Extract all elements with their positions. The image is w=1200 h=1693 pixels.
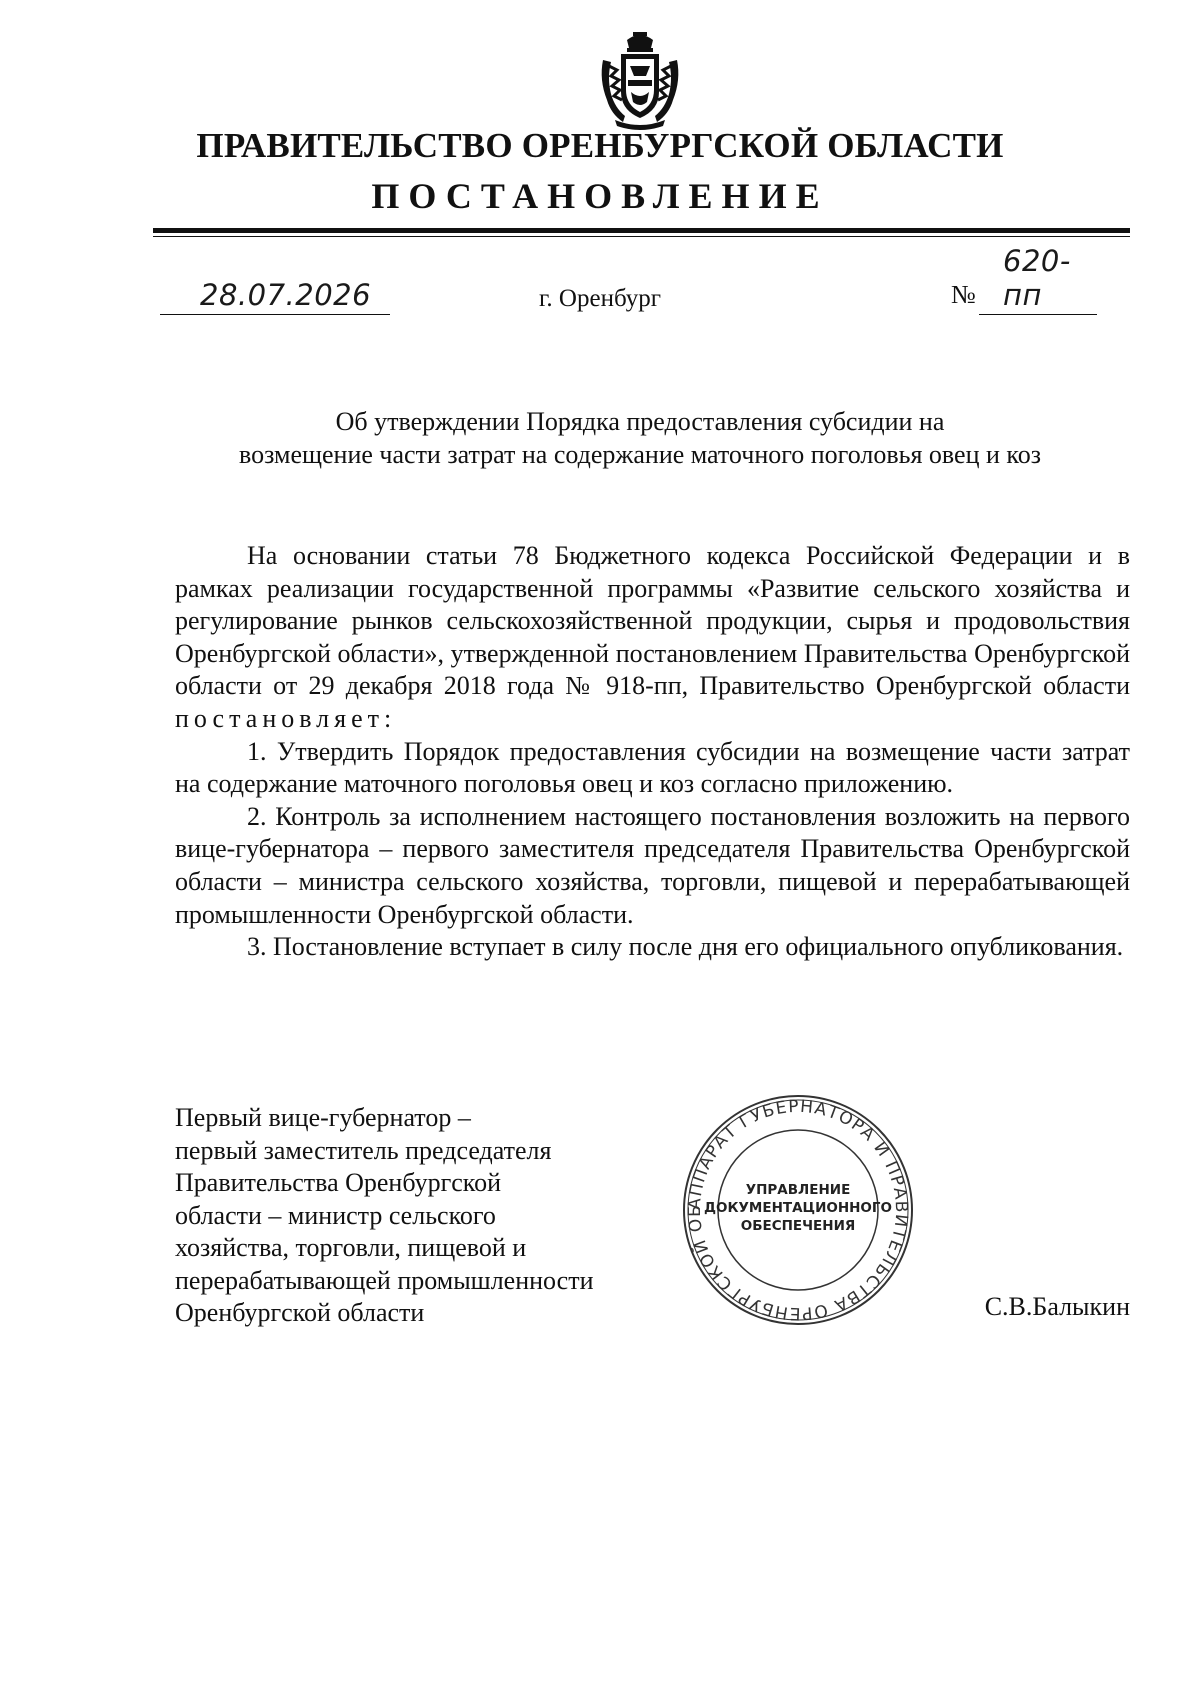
signer-title-line: хозяйства, торговли, пищевой и <box>175 1233 527 1262</box>
official-stamp <box>681 1093 915 1327</box>
stamp-line: УПРАВЛЕНИЕ <box>745 1182 851 1198</box>
stamp-ring-text: АППАРАТ ГУБЕРНАТОРА И ПРАВИТЕЛЬСТВА ОРЕНБУРГСКОЙ ОБ <box>684 1096 912 1324</box>
stamp-center-text <box>681 1181 915 1235</box>
signer-title <box>175 1102 695 1330</box>
resolves-word: постановляет: <box>175 703 397 733</box>
document-date: 28.07.2026 <box>200 278 372 312</box>
list-item: 3. Постановление вступает в силу после дня его официального опубликования. <box>247 932 1124 962</box>
document-body <box>175 540 1130 964</box>
stamp-line: ОБЕСПЕЧЕНИЯ <box>740 1218 856 1234</box>
preamble-paragraph <box>175 540 1130 736</box>
document-subject <box>150 405 1130 471</box>
signer-name: С.В.Балыкин <box>984 1292 1130 1321</box>
preamble-text: На основании статьи 78 Бюджетного кодекса Российской Федерации и в рамках реализации государственной программы «Развитие сельского хозяйства и регулирование рынков сельскохозяйственной продукции, сырья и продовольствия Оренбургской области», утвержденной постановлением Правительства Оренбургской области от 29 декабря 2018 года № 918-пп, Правительство Оренбургской области <box>175 541 1130 701</box>
number-field <box>979 244 1097 315</box>
city-label: г. Оренбург <box>539 285 661 312</box>
signer-title-line: Первый вице-губернатор – <box>175 1103 471 1132</box>
stamp-line: ДОКУМЕНТАЦИОННОГО <box>703 1200 892 1216</box>
signer-title-line: области – министр сельского <box>175 1200 496 1230</box>
signer-title-line: первый заместитель председателя <box>175 1135 552 1165</box>
coat-of-arms-icon <box>597 30 683 130</box>
list-item: 2. Контроль за исполнением настоящего постановления возложить на первого вице-губернатора – первого заместителя председателя Правительства Оренбургской области – министра сельского хозяйства, торговли, пищевой и перерабатывающей промышленности Оренбургской области. <box>175 801 1130 929</box>
subject-line: возмещение части затрат на содержание маточного поголовья овец и коз <box>238 440 1041 469</box>
signer-title-line: перерабатывающей промышленности <box>175 1265 594 1295</box>
header-divider-thin <box>153 236 1130 237</box>
document-type-title: ПОСТАНОВЛЕНИЕ <box>371 176 829 216</box>
number-sign: № <box>951 280 976 309</box>
signer-title-line: Правительства Оренбургской <box>175 1168 502 1197</box>
subject-line: Об утверждении Порядка предоставления субсидии на <box>335 407 945 436</box>
signer-title-line: Оренбургской области <box>175 1298 425 1327</box>
list-item: 1. Утвердить Порядок предоставления субсидии на возмещение части затрат на содержание маточного поголовья овец и коз согласно приложению. <box>175 736 1130 799</box>
document-number: 620-пп <box>1003 244 1071 312</box>
organization-title: ПРАВИТЕЛЬСТВО ОРЕНБУРГСКОЙ ОБЛАСТИ <box>196 126 1004 165</box>
header-divider-thick <box>153 228 1130 233</box>
